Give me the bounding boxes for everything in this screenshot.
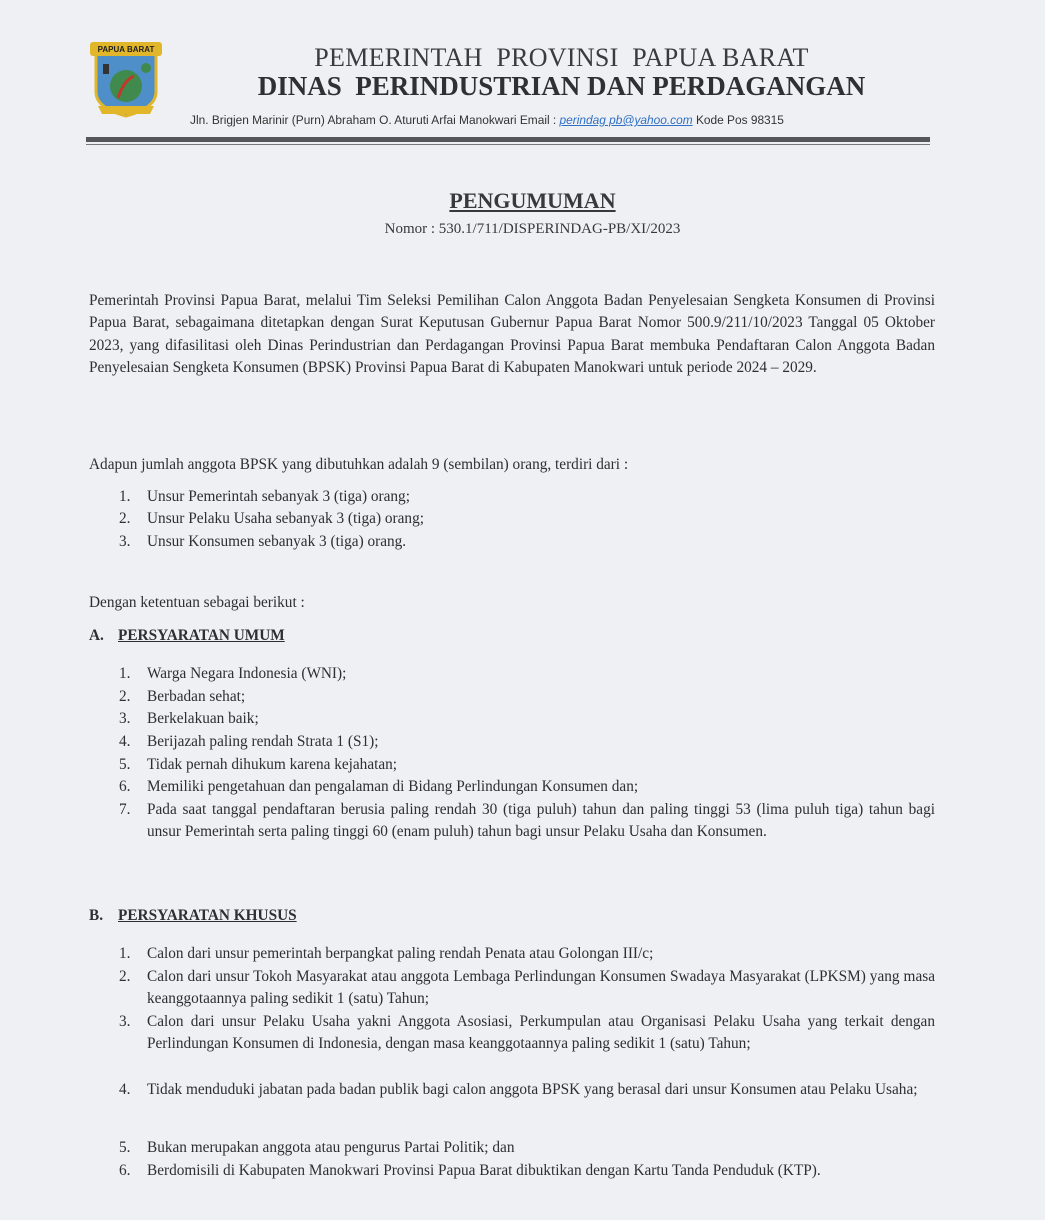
list-item-number: 1. <box>119 665 131 682</box>
section-a-letter: A. <box>89 627 104 644</box>
letterhead-agency-name: DINAS PERINDUSTRIAN DAN PERDAGANGAN <box>257 71 866 101</box>
section-a-title: PERSYARATAN UMUM <box>118 627 285 644</box>
list-item-number: 5. <box>119 756 131 773</box>
section-b-title: PERSYARATAN KHUSUS <box>118 907 297 924</box>
list-item-number: 3. <box>119 533 131 550</box>
list-item-number: 4. <box>119 1081 131 1098</box>
intro-paragraph: Pemerintah Provinsi Papua Barat, melalui Tim Seleksi Pemilihan Calon Anggota Badan Penyelesaian Sengketa Konsumen di Provinsi Papua Barat, sebagaimana ditetapkan dengan Surat Keputusan Gubernur Papua Barat Nomor 500.9/211/10/2023 Tanggal 05 Oktober 2023, yang difasilitasi oleh Dinas Perindustrian dan Perdagangan Provinsi Papua Barat membuka Pendaftaran Calon Anggota Badan Penyelesaian Sengketa Konsumen (BPSK) Provinsi Papua Barat di Kabupaten Manokwari untuk periode 2024 – 2029. <box>89 292 935 377</box>
members-intro: Adapun jumlah anggota BPSK yang dibutuhkan adalah 9 (sembilan) orang, terdiri dari : <box>89 456 629 473</box>
list-item-text: Memiliki pengetahuan dan pengalaman di Bidang Perlindungan Konsumen dan; <box>147 778 639 795</box>
list-item-number: 3. <box>119 1013 131 1030</box>
list-item-text: Unsur Pemerintah sebanyak 3 (tiga) orang; <box>147 488 410 505</box>
letterhead-rule-thin <box>86 144 930 145</box>
address-text: Jln. Brigjen Marinir (Purn) Abraham O. Aturuti Arfai Manokwari Email : <box>190 113 560 127</box>
list-item-text: Calon dari unsur Pelaku Usaha yakni Anggota Asosiasi, Perkumpulan atau Organisasi Pelaku Usaha yang terkait dengan Perlindungan Konsumen di Indonesia, dengan masa keanggotaannya paling sedikit 1 (satu) Tahun; <box>147 1013 935 1053</box>
list-item-text: Tidak menduduki jabatan pada badan publik bagi calon anggota BPSK yang berasal dari unsur Konsumen atau Pelaku Usaha; <box>147 1081 918 1098</box>
list-item-number: 2. <box>119 510 131 527</box>
list-item-number: 3. <box>119 710 131 727</box>
list-item-number: 2. <box>119 968 131 985</box>
list-item-number: 6. <box>119 778 131 795</box>
list-item-number: 4. <box>119 733 131 750</box>
letterhead-rule-thick <box>86 137 930 142</box>
list-item-text: Berdomisili di Kabupaten Manokwari Provinsi Papua Barat dibuktikan dengan Kartu Tanda Penduduk (KTP). <box>147 1162 821 1179</box>
list-item-text: Pada saat tanggal pendaftaran berusia paling rendah 30 (tiga puluh) tahun dan paling tinggi 53 (lima puluh tiga) tahun bagi unsur Pemerintah serta paling tinggi 60 (enam puluh) tahun bagi unsur Pelaku Usaha dan Konsumen. <box>147 801 935 841</box>
svg-text:PAPUA BARAT: PAPUA BARAT <box>97 45 155 54</box>
list-item-text: Berijazah paling rendah Strata 1 (S1); <box>147 733 379 750</box>
list-item-text: Unsur Pelaku Usaha sebanyak 3 (tiga) orang; <box>147 510 424 527</box>
list-item-text: Bukan merupakan anggota atau pengurus Partai Politik; dan <box>147 1139 515 1156</box>
list-item-number: 1. <box>119 488 131 505</box>
list-item-text: Calon dari unsur Tokoh Masyarakat atau anggota Lembaga Perlindungan Konsumen Swadaya Masyarakat (LPKSM) yang masa keanggotaannya paling sedikit 1 (satu) Tahun; <box>147 968 935 1008</box>
email-link[interactable]: perindag pb@yahoo.com <box>559 113 693 127</box>
list-item-text: Unsur Konsumen sebanyak 3 (tiga) orang. <box>147 533 407 550</box>
list-item-text: Berbadan sehat; <box>147 688 246 705</box>
list-item-number: 7. <box>119 801 131 818</box>
list-item-text: Warga Negara Indonesia (WNI); <box>147 665 347 682</box>
announcement-title: PENGUMUMAN <box>449 188 616 213</box>
list-item-text: Calon dari unsur pemerintah berpangkat paling rendah Penata atau Golongan III/c; <box>147 945 654 962</box>
list-item-number: 1. <box>119 945 131 962</box>
list-item-number: 6. <box>119 1162 131 1179</box>
letterhead-address <box>190 113 784 127</box>
section-a-heading <box>89 627 285 645</box>
section-b-heading <box>89 907 297 925</box>
list-item-number: 2. <box>119 688 131 705</box>
announcement-number: Nomor : 530.1/711/DISPERINDAG-PB/XI/2023 <box>384 221 681 237</box>
section-b-letter: B. <box>89 907 104 924</box>
letterhead-government-name: PEMERINTAH PROVINSI PAPUA BARAT <box>314 43 809 72</box>
postal-code: Kode Pos 98315 <box>692 113 784 127</box>
list-item-number: 5. <box>119 1139 131 1156</box>
list-item-text: Berkelakuan baik; <box>147 710 259 727</box>
conditions-intro: Dengan ketentuan sebagai berikut : <box>89 594 305 611</box>
list-item-text: Tidak pernah dihukum karena kejahatan; <box>147 756 398 773</box>
